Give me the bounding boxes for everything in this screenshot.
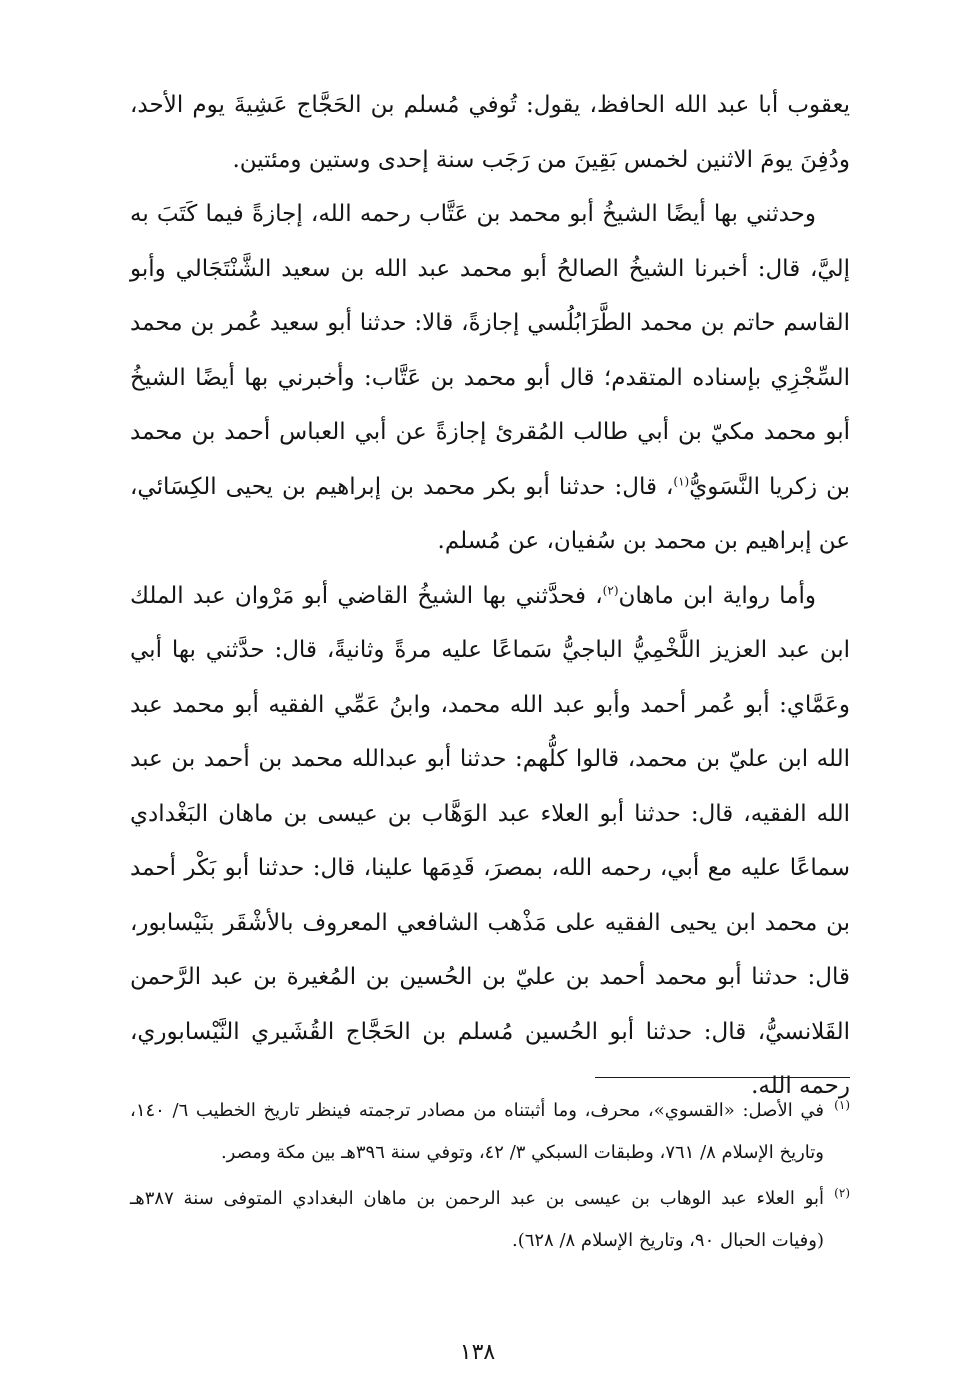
paragraph-2-tail: ، قال: حدثنا أبو بكر محمد بن إبراهيم بن يحيى الكِسَائي، عن إبراهيم بن محمد بن سُفيان، عن مُسلم. [130, 473, 850, 554]
paragraph-1-text: يعقوب أبا عبد الله الحافظ، يقول: تُوفي مُسلم بن الحَجَّاج عَشِيةَ يوم الأحد، ودُفِنَ يومَ الاثنين لخمس بَقِينَ من رَجَب سنة إحدى وستين ومئتين. [130, 92, 850, 173]
footnote-2-number: (٢) [834, 1186, 850, 1200]
footnote-1-text: في الأصل: «القسوي»، محرف، وما أثبتناه من مصادر ترجمته فينظر تاريخ الخطيب ٦/ ١٤٠، وتاريخ الإسلام ٨/ ٧٦١، وطبقات السبكي ٣/ ٤٢، وتوفي سنة ٣٩٦هـ بين مكة ومصر. [130, 1100, 824, 1163]
paragraph-3 [130, 569, 850, 1114]
paragraph-3-lead: وأما رواية ابن ماهان [618, 582, 817, 609]
footnote-1-number: (١) [834, 1098, 850, 1112]
footnote-reference-1[interactable]: (١) [673, 473, 690, 488]
paragraph-3-tail: ، فحدَّثني بها الشيخُ القاضي أبو مَرْوان عبد الملك ابن عبد العزيز اللَّخْمِيُّ الباجيُّ سَماعًا عليه مرةً وثانيةً، قال: حدَّثني بها أبي وعَمَّاي: أبو عُمر أحمد وأبو عبد الله محمد، وابنُ عَمِّي الفقيه أبو محمد عبد الله ابن عليّ بن محمد، قالوا كلُّهم: حدثنا أبو عبدالله محمد بن أحمد بن عبد الله الفقيه، قال: حدثنا أبو العلاء عبد الوَهَّاب بن عيسى بن ماهان البَغْدادي سماعًا عليه مع أبي، رحمه الله، بمصرَ، قَدِمَها علينا، قال: حدثنا أبو بَكْر أحمد بن محمد ابن يحيى الفقيه على مَذْهب الشافعي المعروف بالأشْقَر بنَيْسابور، قال: حدثنا أبو محمد أحمد بن عليّ بن الحُسين بن المُغيرة بن عبد الرَّحمن القَلانسيُّ، قال: حدثنا أبو الحُسين مُسلم بن الحَجَّاج القُشَيري النَّيْسابوري، رحمه الله. [130, 582, 850, 1099]
footnote-1 [130, 1090, 850, 1174]
footnote-2-text: أبو العلاء عبد الوهاب بن عيسى بن عبد الرحمن بن ماهان البغدادي المتوفى سنة ٣٨٧هـ (وفيات الحبال ٩٠، وتاريخ الإسلام ٨/ ٦٢٨). [130, 1188, 824, 1251]
paragraph-2 [130, 187, 850, 569]
footnote-2 [130, 1178, 850, 1262]
footnotes [130, 1090, 850, 1266]
paragraph-2-text: وحدثني بها أيضًا الشيخُ أبو محمد بن عَتَّاب رحمه الله، إجازةً فيما كَتَبَ به إليَّ، قال: أخبرنا الشيخُ الصالحُ أبو محمد عبد الله بن سعيد الشَّنْتَجَالي وأبو القاسم حاتم بن محمد الطَّرَابُلُسي إجازةً، قالا: حدثنا أبو سعيد عُمر بن محمد السِّجْزِي بإسناده المتقدم؛ قال أبو محمد بن عَتَّاب: وأخبرني بها أيضًا الشيخُ أبو محمد مكيّ بن أبي طالب المُقرئ إجازةً عن أبي العباس أحمد بن محمد بن زكريا النَّسَويُّ [130, 201, 851, 500]
paragraph-1 [130, 78, 850, 187]
page-number: ١٣٨ [459, 1340, 496, 1365]
main-text [130, 78, 850, 1114]
footnote-separator [595, 1077, 850, 1078]
footnote-reference-2[interactable]: (٢) [602, 582, 619, 597]
